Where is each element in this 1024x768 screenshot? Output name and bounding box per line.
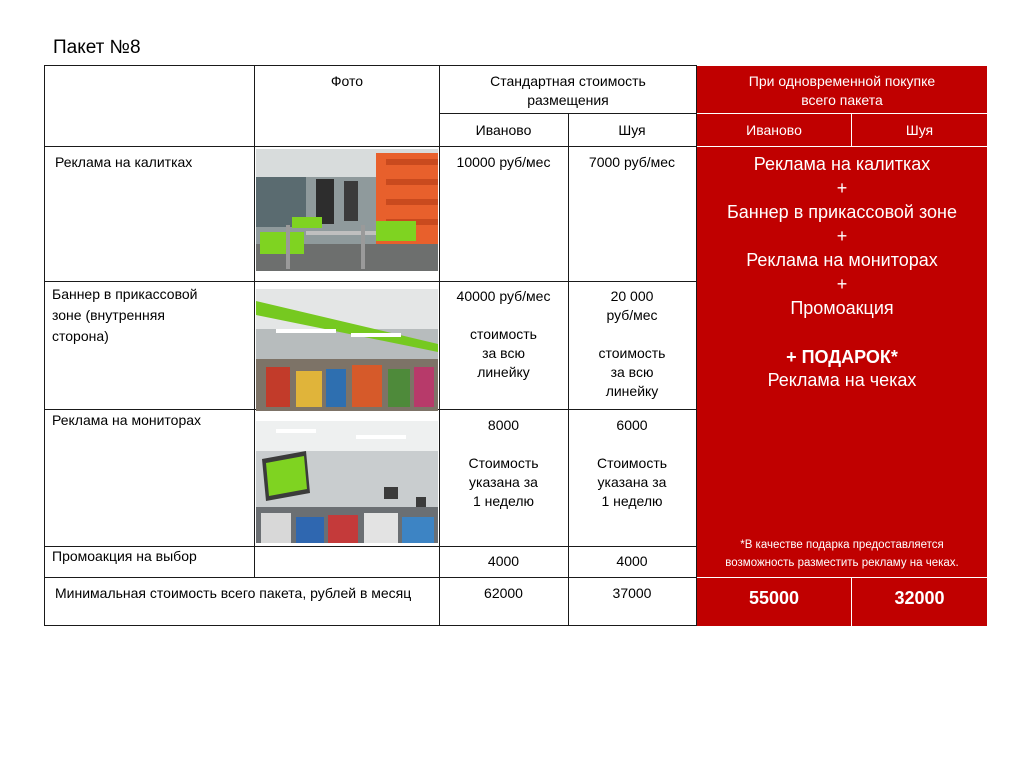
grid-line	[44, 577, 697, 578]
total-label: Минимальная стоимость всего пакета, рублей в месяц	[55, 585, 412, 601]
bundle-grid-line	[697, 146, 987, 147]
bundle-city-ivanovo: Иваново	[746, 122, 802, 138]
bundle-total-shuya: 32000	[894, 588, 945, 608]
total-ivanovo: 62000	[484, 585, 523, 601]
page-title: Пакет №8	[53, 37, 141, 58]
grid-line	[44, 65, 45, 626]
grid-line	[44, 146, 697, 147]
grid-line	[44, 625, 697, 626]
bundle-grid-line	[697, 577, 987, 578]
bundle-footnote: *В качестве подарка предоставляется возможность разместить рекламу на чеках.	[725, 539, 959, 569]
header-city-shuya: Шуя	[618, 122, 646, 138]
grid-line	[44, 65, 697, 66]
row-name: Баннер в прикассовой зоне (внутренняя сторона)	[52, 286, 198, 344]
bundle-items: Реклама на калитках + Баннер в прикассовой зоне + Реклама на мониторах + Промоакция	[726, 154, 958, 318]
price-shuya: 20 000 руб/мес стоимость за всю линейку	[598, 288, 666, 399]
price-shuya: 7000 руб/мес	[588, 154, 676, 170]
checkout-banner-photo	[256, 289, 438, 411]
bundle-total-ivanovo: 55000	[748, 588, 800, 608]
total-shuya: 37000	[612, 585, 652, 601]
header-bundle: При одновременной покупке всего пакета	[748, 73, 936, 108]
price-ivanovo: 10000 руб/мес	[456, 154, 551, 170]
price-shuya: 4000	[616, 553, 648, 569]
bundle-grid-line	[697, 113, 987, 114]
grid-line	[44, 281, 697, 282]
header-photo: Фото	[330, 73, 364, 89]
price-ivanovo: 8000 Стоимость указана за 1 неделю	[468, 417, 539, 509]
row-name: Реклама на мониторах	[52, 412, 202, 428]
bundle-gift-item: Реклама на чеках	[767, 370, 917, 390]
bundle-gift-title: + ПОДАРОК*	[786, 347, 898, 367]
grid-line	[254, 65, 255, 578]
header-city-ivanovo: Иваново	[475, 122, 532, 138]
row-name: Реклама на калитках	[55, 154, 193, 170]
price-ivanovo: 40000 руб/мес стоимость за всю линейку	[456, 288, 551, 380]
header-standard-cost: Стандартная стоимость размещения	[490, 73, 646, 108]
bundle-city-shuya: Шуя	[905, 122, 934, 138]
row-name: Промоакция на выбор	[52, 548, 197, 564]
store-gates-photo	[256, 149, 438, 271]
monitors-photo	[256, 421, 438, 543]
price-ivanovo: 4000	[487, 553, 520, 569]
price-shuya: 6000 Стоимость указана за 1 неделю	[596, 417, 668, 509]
